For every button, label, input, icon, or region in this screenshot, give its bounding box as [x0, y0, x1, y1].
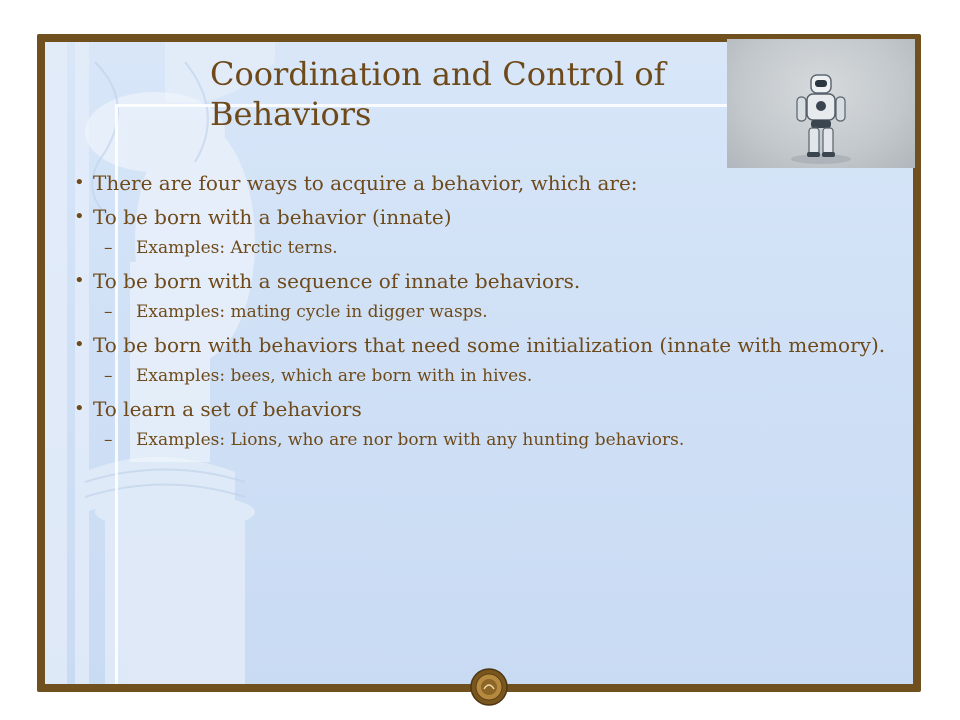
robot-icon	[727, 39, 915, 168]
slide-title-line-1: Coordination and Control of	[210, 55, 666, 93]
sub-bullet-text: Examples: mating cycle in digger wasps.	[136, 302, 488, 322]
sub-bullet-symbol: –	[104, 366, 113, 386]
bullet-text: To be born with a sequence of innate behaviors.	[93, 269, 581, 293]
sub-bullet-item	[74, 302, 894, 322]
sub-bullet-symbol: –	[104, 302, 113, 322]
slide-title-line-2: Behaviors	[210, 95, 372, 133]
bullet-text: There are four ways to acquire a behavior, which are:	[93, 171, 638, 195]
sub-bullet-item	[74, 430, 894, 450]
bullet-symbol: •	[74, 334, 85, 355]
sub-bullet-text: Examples: Lions, who are nor born with any hunting behaviors.	[136, 430, 685, 450]
seal-icon	[470, 668, 508, 706]
sub-bullet-item	[74, 238, 894, 258]
sub-bullet-item	[74, 366, 894, 386]
bullet-item	[74, 172, 894, 194]
bullet-symbol: •	[74, 398, 85, 419]
slide-title	[210, 54, 720, 134]
bullet-item	[74, 398, 894, 420]
bullet-text: To learn a set of behaviors	[93, 397, 362, 421]
sub-bullet-text: Examples: bees, which are born with in hives.	[136, 366, 533, 386]
bullet-item	[74, 270, 894, 292]
sub-bullet-symbol: –	[104, 430, 113, 450]
robot-photo	[727, 39, 915, 168]
bullet-text: To be born with a behavior (innate)	[93, 205, 452, 229]
bullet-symbol: •	[74, 270, 85, 291]
bullet-item	[74, 334, 894, 356]
bullet-symbol: •	[74, 206, 85, 227]
bullet-text: To be born with behaviors that need some initialization (innate with memory).	[93, 333, 886, 357]
sub-bullet-text: Examples: Arctic terns.	[136, 238, 338, 258]
sub-bullet-symbol: –	[104, 238, 113, 258]
slide-content	[74, 172, 894, 462]
bullet-item	[74, 206, 894, 228]
bullet-symbol: •	[74, 172, 85, 193]
